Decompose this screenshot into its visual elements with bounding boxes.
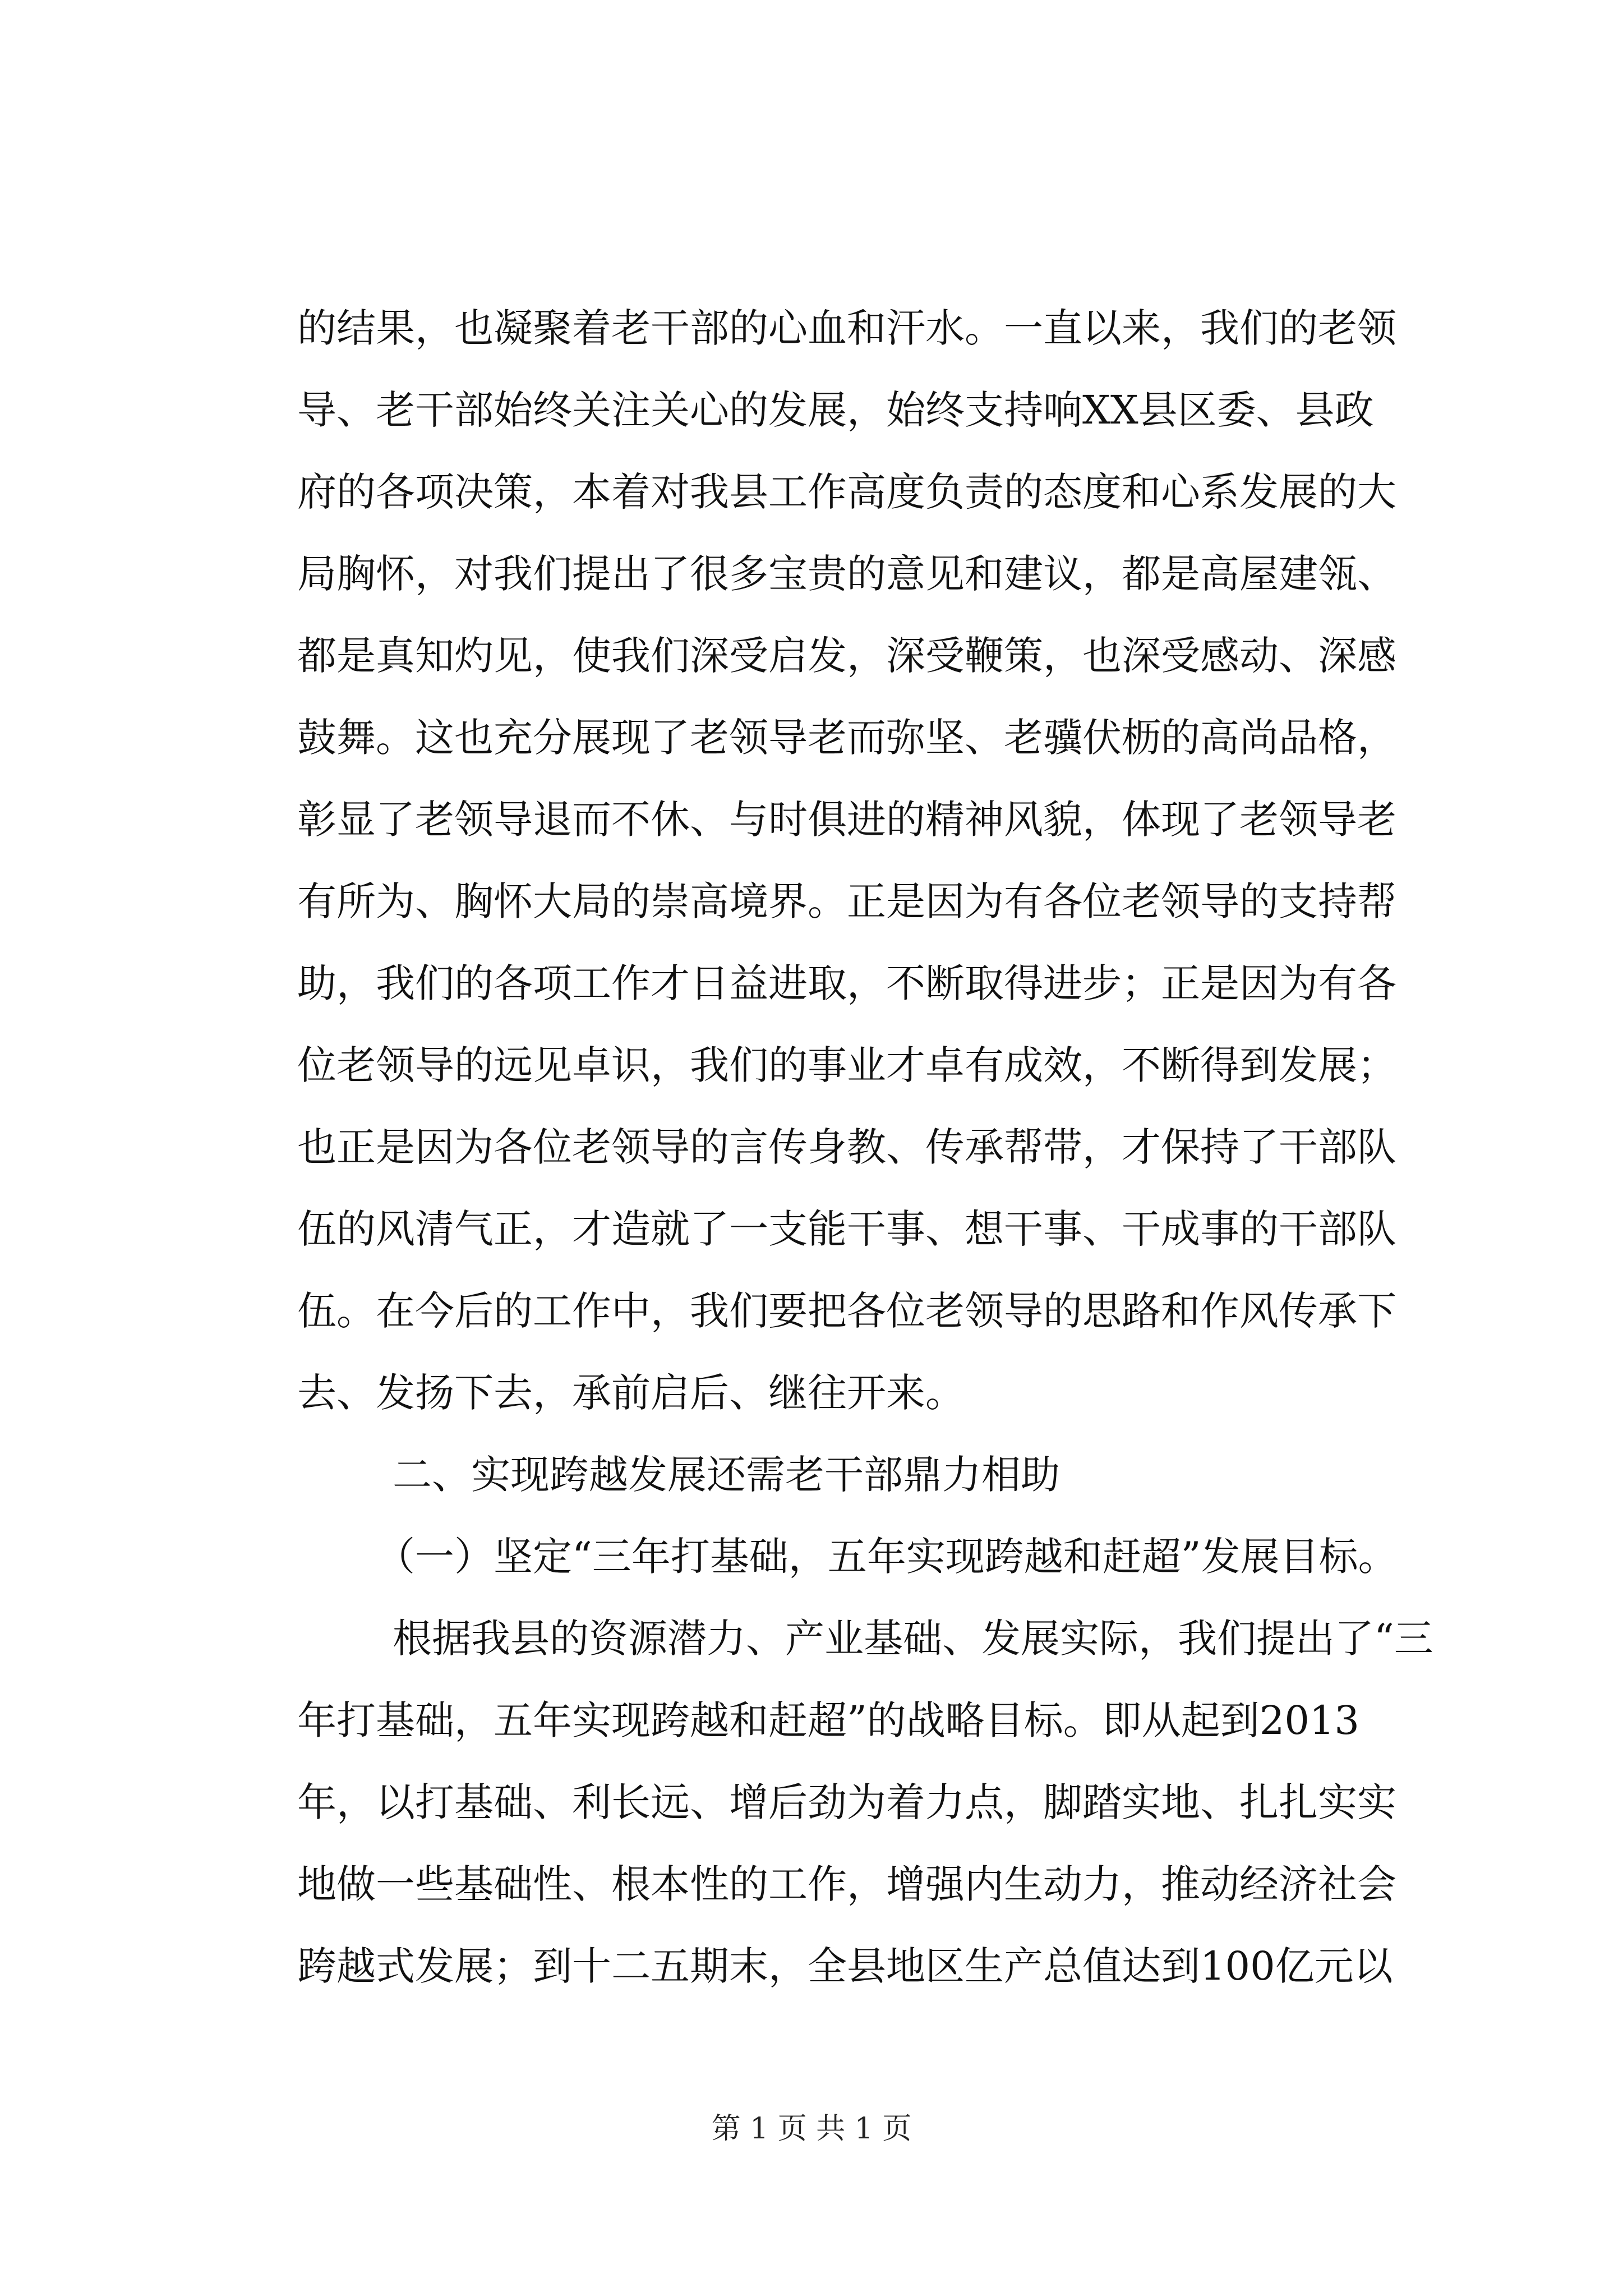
text-line: 也正是因为各位老领导的言传身教、传承帮带，才保持了干部队	[297, 1124, 1396, 1170]
text-line: 根据我县的资源潜力、产业基础、发展实际，我们提出了“三	[393, 1616, 1433, 1662]
text-line: 鼓舞。这也充分展现了老领导老而弥坚、老骥伏枥的高尚品格，	[297, 715, 1396, 761]
text-line: 的结果，也凝聚着老干部的心血和汗水。一直以来，我们的老领	[297, 305, 1396, 351]
text-line: 位老领导的远见卓识，我们的事业才卓有成效，不断得到发展；	[297, 1042, 1396, 1088]
text-line: 彰显了老领导退而不休、与时俱进的精神风貌，体现了老领导老	[297, 797, 1396, 843]
text-line: 地做一些基础性、根本性的工作，增强内生动力，推动经济社会	[297, 1861, 1396, 1907]
text-line: 府的各项决策，本着对我县工作高度负责的态度和心系发展的大	[297, 469, 1396, 515]
subsection-heading: （一）坚定“三年打基础，五年实现跨越和赶超”发展目标。	[376, 1534, 1398, 1580]
text-line: 有所为、胸怀大局的崇高境界。正是因为有各位老领导的支持帮	[297, 878, 1396, 924]
section-heading: 二、实现跨越发展还需老干部鼎力相助	[393, 1452, 1060, 1498]
text-line: 伍。在今后的工作中，我们要把各位老领导的思路和作风传承下	[297, 1288, 1396, 1334]
page-footer: 第 1 页 共 1 页	[711, 2112, 912, 2146]
text-line: 助，我们的各项工作才日益进取，不断取得进步；正是因为有各	[297, 960, 1396, 1006]
text-line: 局胸怀，对我们提出了很多宝贵的意见和建议，都是高屋建瓴、	[297, 551, 1396, 597]
text-line: 导、老干部始终关注关心的发展，始终支持响XX县区委、县政	[297, 387, 1374, 433]
text-line: 跨越式发展；到十二五期末，全县地区生产总值达到100亿元以	[297, 1943, 1393, 1989]
text-line: 年打基础，五年实现跨越和赶超”的战略目标。即从起到2013	[297, 1697, 1359, 1743]
text-line: 年，以打基础、利长远、增后劲为着力点，脚踏实地、扎扎实实	[297, 1779, 1396, 1825]
text-line: 去、发扬下去，承前启后、继往开来。	[297, 1370, 965, 1416]
text-line: 伍的风清气正，才造就了一支能干事、想干事、干成事的干部队	[297, 1206, 1396, 1252]
text-line: 都是真知灼见，使我们深受启发，深受鞭策，也深受感动、深感	[297, 633, 1396, 679]
